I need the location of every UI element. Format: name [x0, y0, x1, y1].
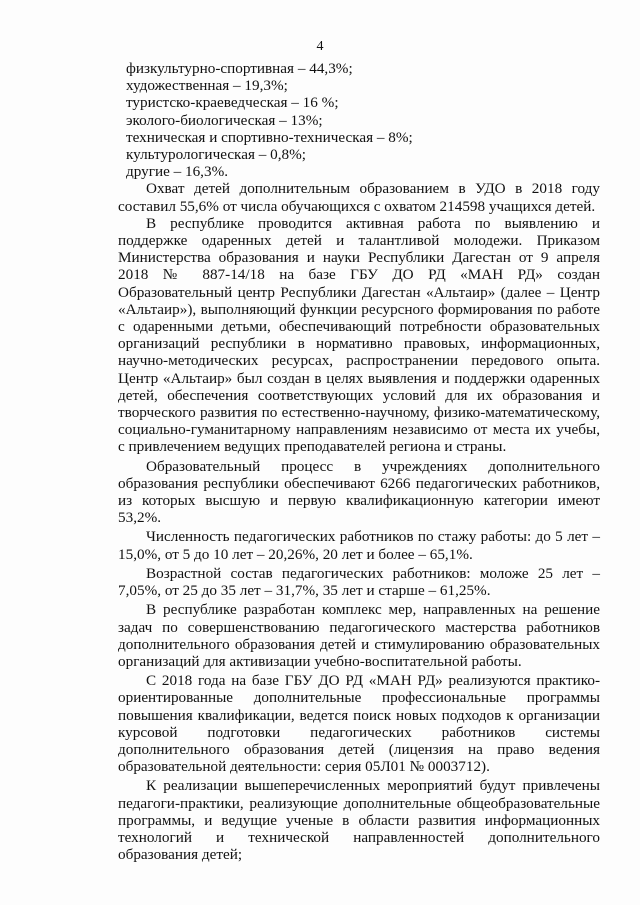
- paragraph-practitioners: К реализации вышеперечисленных мероприятий будут привлечены педагоги-практики, реализующие дополнительные общеобразовательные программы, и ведущие ученые в области развития информационных технологий и технической направленностей дополнительного образования детей;: [118, 777, 600, 864]
- list-item: физкультурно-спортивная – 44,3%;: [126, 60, 353, 77]
- list-item: техническая и спортивно-техническая – 8%;: [126, 128, 413, 146]
- paragraph-teachers: Образовательный процесс в учреждениях дополнительного образования республики обеспечивают 6266 педагогических работников, из которых высшую и первую квалификационную категории имеют 53,2%.: [118, 457, 600, 527]
- list-item: культурологическая – 0,8%;: [126, 146, 306, 164]
- paragraph-programs: С 2018 года на базе ГБУ ДО РД «МАН РД» реализуются практико-ориентированные дополнительные профессиональные программы повышения квалификации, ведется поиск новых подходов к организации курсовой подготовки педагогических работников системы дополнительного образования детей (лицензия на право ведения образовательной деятельности: серия 05Л01 № 0003712).: [118, 672, 600, 776]
- direction-list: [118, 60, 600, 180]
- paragraph-experience: Численность педагогических работников по стажу работы: до 5 лет – 15,0%, от 5 до 10 лет – 20,26%, 20 лет и более – 65,1%.: [118, 528, 600, 563]
- list-item: эколого-биологическая – 13%;: [126, 111, 323, 129]
- list-item: художественная – 19,3%;: [126, 77, 288, 95]
- page-number: 4: [316, 39, 324, 54]
- paragraph-coverage: Охват детей дополнительным образованием в УДО в 2018 году составил 55,6% от числа обучающихся с охватом 214598 учащихся детей.: [118, 180, 600, 215]
- paragraph-measures: В республике разработан комплекс мер, направленных на решение задач по совершенствованию педагогического мастерства работников дополнительного образования детей и стимулированию образовательных организаций для активизации учебно-воспитательной работы.: [118, 601, 600, 670]
- list-item: другие – 16,3%.: [126, 163, 229, 181]
- paragraph-gifted-children: В республике проводится активная работа по выявлению и поддержке одаренных детей и талантливой молодежи. Приказом Министерства образования и науки Республики Дагестан от 9 апреля 2018 № 887-14/18 на базе ГБУ ДО РД «МАН РД» создан Образовательный центр Республики Дагестан «Альтаир» (далее – Центр «Альтаир»), выполняющий функции ресурсного формирования по работе с одаренными детьми, обеспечивающий потребности образовательных организаций республики в нормативно правовых, информационных, научно-методических ресурсах, распространении передового опыта. Центр «Альтаир» был создан в целях выявления и поддержки одаренных детей, обеспечения соответствующих условий для их образования и творческого развития по естественно-научному, физико-математическому, социально-гуманитарному направлениям независимо от места их учебы, с привлечением ведущих преподавателей региона и страны.: [118, 214, 600, 456]
- page-body: [118, 60, 600, 863]
- list-item: туристско-краеведческая – 16 %;: [126, 94, 339, 112]
- paragraph-age: Возрастной состав педагогических работников: моложе 25 лет – 7,05%, от 25 до 35 лет – 31,7%, 35 лет и старше – 61,25%.: [118, 564, 600, 600]
